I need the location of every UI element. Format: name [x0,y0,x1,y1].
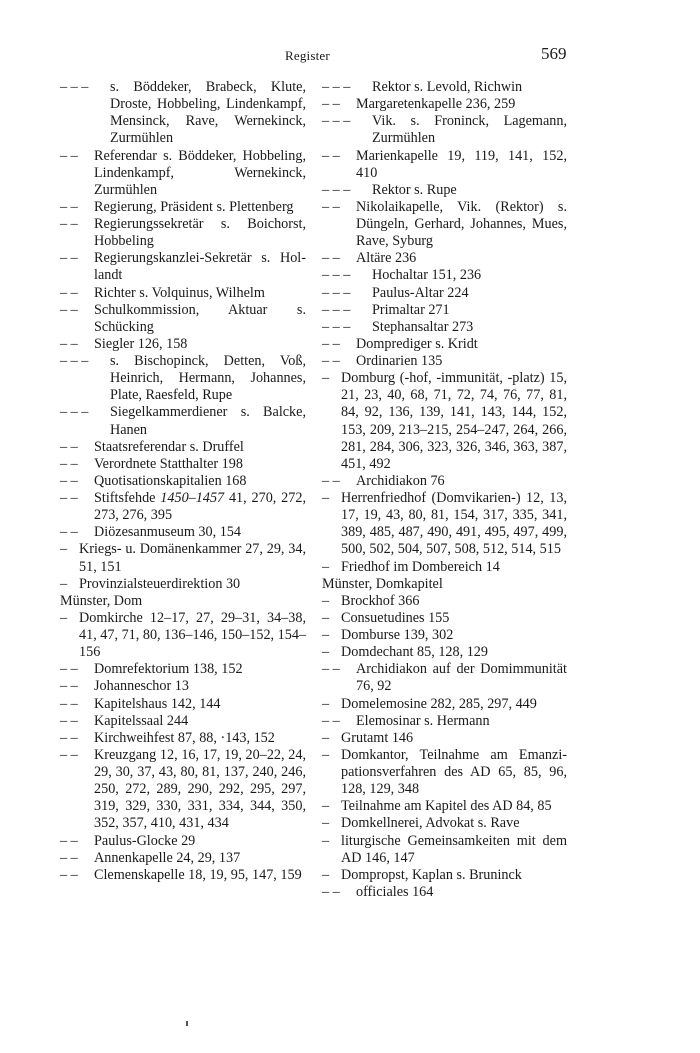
index-entry [60,593,306,610]
entry-level-dashes: – – [60,335,82,352]
entry-text: s. Bischopinck, Detten, Voß, Heinrich, Hermann, Johannes, Plate, Raesfeld, Rupe [110,353,306,404]
entry-text: Domelemosine 282, 285, 297, 449 [341,695,537,712]
index-entry [322,336,567,353]
entry-text: Johanneschor 13 [94,678,189,695]
entry-level-dashes: – – – [322,284,354,301]
entry-text: s. Böddeker, Brabeck, Klute, Droste, Hobbeling, Lindenkampf, Mensinck, Rave, Wernekinck, Zurmühlen [110,79,306,147]
index-entry [322,148,567,182]
index-entry [60,79,306,148]
entry-text: Münster, Dom [60,592,143,609]
entry-text: Kreuzgang 12, 16, 17, 19, 20–22, 24, 29, 30, 37, 43, 80, 81, 137, 240, 246, 250, 272, 289, 290, 292, 295, 297, 319, 329, 330, 331, 334, 344, 350, 352, 357, 410, 431, 434 [94,746,306,832]
index-entry [60,747,306,833]
entry-level-dashes: – – [322,712,344,729]
entry-text: Domdechant 85, 128, 129 [341,644,488,661]
entry-level-dashes: – – – [60,353,92,369]
entry-text: Herrenfriedhof (Domvikarien-) 12, 13, 17, 19, 43, 80, 81, 154, 317, 335, 341, 389, 485, 487, 490, 491, 495, 497, 499, 500, 502, 504, 507, 508, 512, 514, 515 [341,490,567,558]
index-entry [322,815,567,832]
entry-level-dashes: – [322,558,333,575]
index-entry [60,541,306,575]
index-entry [60,678,306,695]
index-entry [322,798,567,815]
entry-text: Kriegs- u. Domänenkammer 27, 29, 34, 51, 151 [79,541,306,575]
index-entry [322,319,567,336]
index-entry [322,747,567,798]
entry-text: Nikolaikapelle, Vik. (Rektor) s. Düngeln, Gerhard, Johannes, Mues, Rave, Syburg [356,198,567,250]
entry-text: Siegler 126, 158 [94,335,188,352]
entry-level-dashes: – – [60,147,82,164]
entry-level-dashes: – [322,815,333,832]
entry-level-dashes: – – [60,712,82,729]
index-entry [60,456,306,473]
index-entry [60,730,306,747]
entry-text: Archidiakon 76 [356,472,445,489]
index-entry [322,79,567,96]
index-entry [60,439,306,456]
entry-level-dashes: – [60,541,71,558]
entry-text: Richter s. Volquinus, Wilhelm [94,284,265,301]
index-entry [60,833,306,850]
entry-text: Quotisationskapitalien 168 [94,472,247,489]
index-entry [60,867,306,884]
index-entry [322,867,567,884]
entry-level-dashes: – [322,866,333,883]
entry-text: Archidiakon auf der Domimmunität 76, 92 [356,661,567,695]
entry-text: Primaltar 271 [372,301,450,318]
entry-text: Vik. s. Froninck, Lagemann, Zurmühlen [372,113,567,147]
entry-level-dashes: – – [322,96,344,113]
entry-level-dashes: – [322,592,333,609]
index-entry [60,216,306,250]
entry-text: Rektor s. Rupe [372,181,457,198]
entry-level-dashes: – – [322,335,344,352]
entry-level-dashes: – – [60,455,82,472]
entry-text: Provinzialsteuerdirektion 30 [79,575,241,592]
entry-level-dashes: – – – [322,301,354,318]
index-entry [322,302,567,319]
entry-text: Siegelkammerdiener s. Balcke, Hanen [110,404,306,438]
entry-text: Schulkommission, Aktuar s. Schücking [94,301,306,335]
entry-text: Grutamt 146 [341,729,414,746]
entry-text: Margaretenkapelle 236, 259 [356,96,516,113]
entry-level-dashes: – – [60,250,82,267]
entry-text: Paulus-Altar 224 [372,284,469,301]
index-entry [322,833,567,867]
index-entry [322,593,567,610]
entry-level-dashes: – [322,746,333,763]
entry-text: Dompropst, Kaplan s. Bruninck [341,866,522,883]
index-column-left [60,79,306,884]
entry-level-dashes: – – [60,301,82,318]
entry-level-dashes: – – [60,729,82,746]
entry-level-dashes: – – [322,353,344,369]
index-entry [322,661,567,695]
index-entry [60,250,306,284]
entry-level-dashes: – – [322,250,344,267]
entry-level-dashes: – [322,370,333,387]
entry-text: Domrefektorium 138, 152 [94,661,243,678]
entry-level-dashes: – – – [60,404,92,421]
entry-text: Regierungssekretär s. Boichorst, Hobbeling [94,216,306,250]
entry-level-dashes: – – [60,438,82,455]
entry-level-dashes: – – [322,883,344,900]
index-entry [60,336,306,353]
index-entry [322,627,567,644]
entry-text: Regierung, Präsident s. Plettenberg [94,198,294,215]
entry-level-dashes: – [322,644,333,661]
entry-level-dashes: – [60,609,71,626]
index-entry [60,473,306,490]
entry-level-dashes: – [322,490,333,506]
entry-level-dashes: – – [60,284,82,301]
index-entry [60,285,306,302]
index-entry [60,302,306,336]
entry-level-dashes: – – – [322,181,354,198]
running-head: Register [285,48,330,63]
index-entry [322,610,567,627]
index-entry [60,610,306,661]
index-entry [60,850,306,867]
entry-text: Brockhof 366 [341,592,420,609]
index-entry [60,524,306,541]
entry-text: Staatsreferendar s. Druffel [94,438,244,455]
entry-level-dashes: – – [60,472,82,489]
index-entry [60,199,306,216]
entry-text: Kapitelshaus 142, 144 [94,695,221,712]
index-entry [322,490,567,559]
entry-text: Diözesanmuseum 30, 154 [94,524,241,541]
index-entry [322,576,567,593]
entry-level-dashes: – [322,832,333,849]
index-entry [322,473,567,490]
entry-text: Teilnahme am Kapitel des AD 84, 85 [341,798,552,815]
entry-level-dashes: – [322,609,333,626]
entry-level-dashes: – – [60,490,82,506]
index-entry [60,661,306,678]
index-entry [322,713,567,730]
entry-level-dashes: – – [60,849,82,866]
entry-text: officiales 164 [356,883,434,900]
entry-text: Annenkapelle 24, 29, 137 [94,849,241,866]
entry-text: Verordnete Statthalter 198 [94,455,243,472]
entry-text: Kirchweihfest 87, 88, ·143, 152 [94,729,275,746]
index-entry [322,370,567,473]
entry-text: Domkantor, Teilnahme am Emanzipationsverfahren des AD 65, 85, 96, 128, 129, 348 [341,746,567,798]
entry-level-dashes: – [60,575,71,592]
index-entry [322,96,567,113]
entry-level-dashes: – – [60,661,82,678]
entry-text: Hochaltar 151, 236 [372,267,482,284]
entry-level-dashes: – – [60,832,82,849]
entry-level-dashes: – – – [60,79,92,95]
entry-text: Domkellnerei, Advokat s. Rave [341,815,520,832]
index-entry [322,644,567,661]
index-entry [322,730,567,747]
index-entry [322,250,567,267]
index-entry [322,199,567,250]
entry-text: Münster, Domkapitel [322,575,443,592]
index-entry [60,696,306,713]
entry-level-dashes: – – – [322,267,354,284]
index-entry [60,713,306,730]
entry-text: Clemenskapelle 18, 19, 95, 147, 159 [94,866,302,883]
entry-text: Domburse 139, 302 [341,627,454,643]
entry-level-dashes: – – [60,866,82,883]
entry-text: Kapitelssaal 244 [94,712,189,729]
entry-text: liturgische Gemeinsamkeiten mit dem AD 146, 147 [341,832,567,866]
entry-text: Domburg (-hof, -immunität, -platz) 15, 21, 23, 40, 68, 71, 72, 74, 76, 77, 81, 84, 92, 136, 139, 141, 143, 144, 152, 153, 209, 213–215, 254–247, 264, 266, 281, 284, 306, 323, 326, 346, 363, 387, 451, 492 [341,370,567,472]
index-entry [60,490,306,524]
entry-level-dashes: – [322,627,333,643]
index-entry [60,576,306,593]
entry-level-dashes: – – [322,661,344,678]
page-header [0,44,700,68]
entry-text: Elemosinar s. Hermann [356,712,490,729]
page-number: 569 [541,44,567,63]
entry-level-dashes: – – [60,524,82,541]
index-entry [322,267,567,284]
entry-level-dashes: – – – [322,318,354,335]
entry-text: Referendar s. Böddeker, Hobbeling, Lindenkampf, Wernekinck, Zurmühlen [94,147,306,198]
entry-level-dashes: – – [322,198,344,215]
entry-level-dashes: – – [60,746,82,763]
entry-level-dashes: – – [60,198,82,215]
index-entry [60,353,306,404]
entry-text: Paulus-Glocke 29 [94,832,196,849]
entry-text: Consuetudines 155 [341,609,450,626]
entry-text: Domprediger s. Kridt [356,335,478,352]
entry-text: Regierungskanzlei-Sekretär s. Hollandt [94,250,306,284]
index-column-right [322,79,567,901]
entry-text: Stiftsfehde 1450–1457 41, 270, 272, 273, 276, 395 [94,490,307,524]
entry-text: Altäre 236 [356,250,417,267]
entry-text: Marienkapelle 19, 119, 141, 152, 410 [356,147,567,181]
entry-level-dashes: – – – [322,113,354,130]
entry-text: Stephansaltar 273 [372,318,474,335]
index-entry [60,148,306,199]
entry-text: Rektor s. Levold, Richwin [372,79,523,95]
index-entry [322,884,567,901]
index-entry [322,353,567,370]
index-entry [322,113,567,147]
index-entry [322,559,567,576]
entry-level-dashes: – – [322,147,344,164]
entry-level-dashes: – – [60,695,82,712]
entry-text: Friedhof im Dombereich 14 [341,558,500,575]
entry-level-dashes: – – [322,472,344,489]
entry-level-dashes: – [322,695,333,712]
entry-level-dashes: – [322,798,333,815]
entry-level-dashes: – – [60,216,82,232]
entry-level-dashes: – – [60,678,82,695]
index-entry [322,696,567,713]
index-entry [322,285,567,302]
entry-level-dashes: – [322,729,333,746]
entry-text: Domkirche 12–17, 27, 29–31, 34–38, 41, 47, 71, 80, 136–146, 150–152, 154–156 [79,609,306,661]
index-entry [322,182,567,199]
italic-years: 1450–1457 [160,490,225,506]
index-entry [60,404,306,438]
entry-level-dashes: – – – [322,79,354,95]
scan-speck [186,1021,188,1026]
entry-text: Ordinarien 135 [356,353,443,369]
